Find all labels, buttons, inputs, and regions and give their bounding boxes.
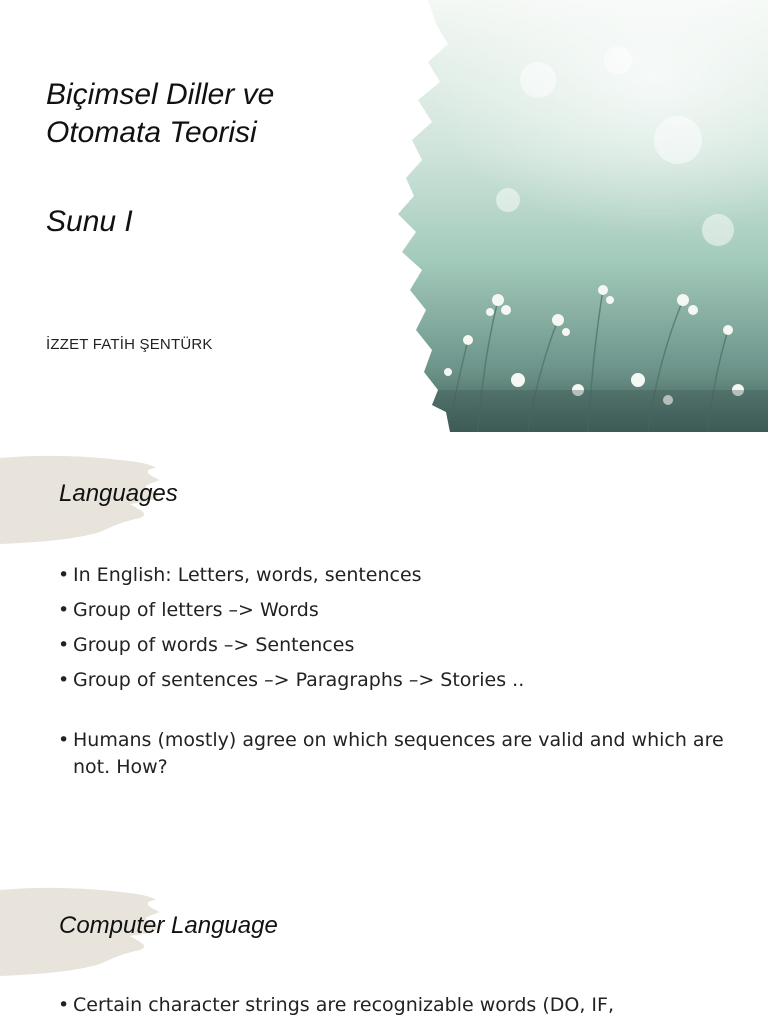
bullet-list: [58, 562, 738, 789]
title-line-2: Otomata Teorisi: [46, 116, 257, 149]
presentation-title: [46, 76, 386, 152]
bullet-item: • Group of letters –> Words: [58, 597, 738, 624]
bullet-item: • Group of words –> Sentences: [58, 632, 738, 659]
bullet-item: • Humans (mostly) agree on which sequences are valid and which are not. How?: [58, 727, 738, 781]
bullet-item: • In English: Letters, words, sentences: [58, 562, 738, 589]
bullet-item: • Group of sentences –> Paragraphs –> Stories ..: [58, 667, 738, 694]
title-slide: [0, 0, 768, 432]
languages-slide: [0, 432, 768, 864]
presentation-subtitle: Sunu I: [46, 205, 133, 238]
computer-language-slide: [0, 864, 768, 1024]
slide-heading: Computer Language: [59, 912, 278, 939]
bullet-list: [58, 992, 738, 1024]
meadow-photo: [388, 0, 768, 432]
author-name: İZZET FATİH ŞENTÜRK: [46, 336, 213, 353]
title-line-1: Biçimsel Diller ve: [46, 78, 275, 111]
bullet-item: • Certain character strings are recognizable words (DO, IF,: [58, 992, 738, 1019]
slide-heading: Languages: [59, 480, 178, 507]
